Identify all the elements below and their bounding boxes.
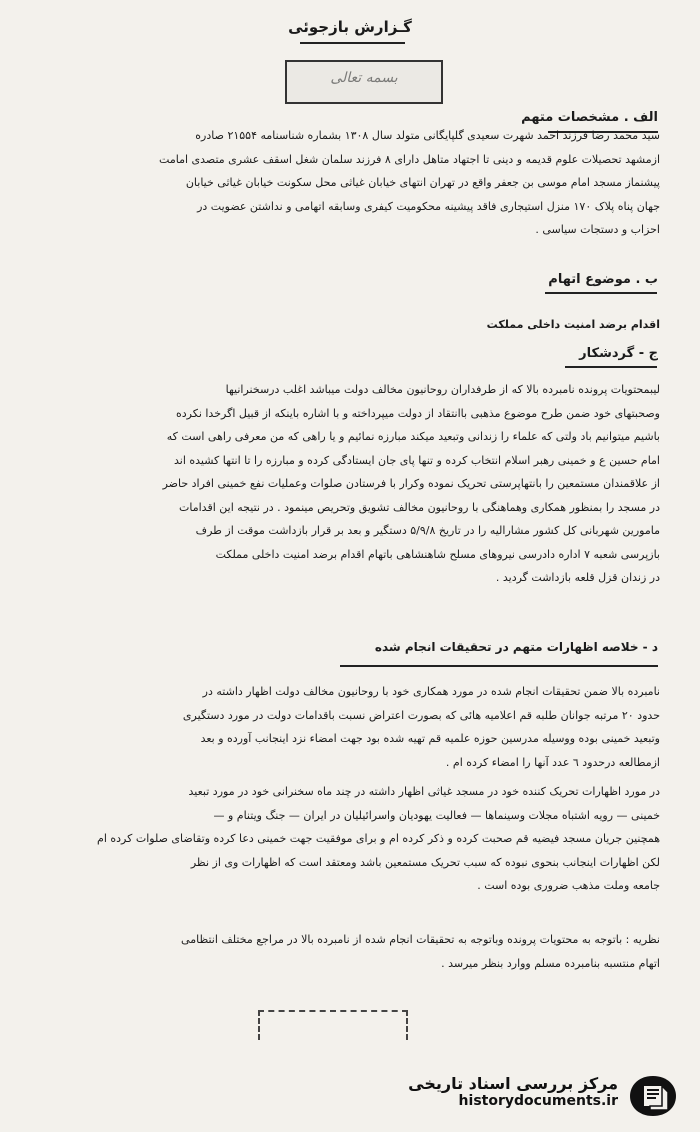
signature-box [258, 1010, 408, 1040]
section-c-line: وصحبتهای خود ضمن طرح موضوع مذهبی باانتقاد از دولت میپرداخته و با اشاره باینکه از قبیل اگرخدا نکرده [176, 406, 660, 420]
section-a-line: جهان پناه پلاک ۱۷۰ منزل استیجاری فاقد پیشینه محکومیت کیفری وسابقه اتهامی و نداشتن عضویت در [197, 199, 660, 213]
section-a-line: ازمشهد تحصیلات علوم قدیمه و دینی تا اجتهاد متاهل دارای ۸ فرزند سلمان شغل اسقف عشری متصدی امامت [159, 152, 660, 166]
opinion-line: نظریه : باتوجه به محتویات پرونده وباتوجه به تحقیقات انجام شده از نامبرده بالا در مراجع مختلف انتظامی [181, 933, 660, 946]
section-d-line: ازمطالعه درحدود ٦ عدد آنها را امضاء کرده ام . [445, 755, 660, 769]
section-c-line: امام حسین ع و خمینی رهبر اسلام انتخاب کرده و تنها پای جان ایستادگی کرده و مبارزه را تا انتها کشیده اند [174, 453, 660, 467]
section-a-line: احزاب و دستجات سیاسی . [535, 223, 660, 236]
section-a-body [34, 118, 660, 242]
section-d-line: خمینی — رویه اشتباه مجلات وسینماها — فعالیت یهودیان واسرائیلیان در ایران — جنگ ویتنام و — [213, 808, 660, 822]
section-d-heading: د - خلاصه اظهارات متهم در تحقیقات انجام شده [374, 640, 658, 654]
title-underline [300, 42, 405, 44]
section-c-line: مامورین شهربانی کل کشور مشارالیه را در تاریخ ۵/۹/۸ دستگیر و بعد بر قرار بازداشت موقت از طرف [195, 524, 660, 537]
section-c-line: از علاقمندان مستمعین را بانتهاپرستی تحریک نموده وکرار با فرستادن صلوات وعملیات نفع خمینی افراد حاضر [162, 477, 660, 490]
section-d-line: حدود ۲۰ مرتبه جوانان طلبه قم اعلامیه هائی که بصورت اعتراض نسبت باقدامات دولت در مورد دستگیری [182, 708, 660, 722]
watermark-text [408, 1074, 618, 1109]
section-a-line: پیشنماز مسجد امام موسی بن جعفر واقع در تهران انتهای خیابان غیاثی محل سکونت خیابان غیاثی خیابان [185, 176, 660, 189]
section-c-line: در زندان قزل قلعه بازداشت گردید . [495, 571, 660, 584]
section-b-underline [545, 292, 657, 294]
section-d-line: در مورد اظهارات تحریک کننده خود در مسجد غیاثی اظهار داشته در چند ماه سخنرانی خود در مورد تبعید [188, 785, 660, 798]
section-b-line: اقدام برضد امنیت داخلی مملکت [486, 318, 660, 331]
section-a-heading: الف . مشخصات متهم [521, 110, 658, 125]
section-c-body [34, 378, 660, 590]
section-a-line: سید محمد رضا فرزند احمد شهرت سعیدی گلپایگانی متولد سال ۱۳۰۸ بشماره شناسنامه ۲۱۵۵۴ صادره [195, 129, 660, 142]
stamp-text: بسمه تعالی [330, 70, 398, 86]
section-d-line: لکن اظهارات اینجانب بنحوی نبوده که سبب تحریک مستمعین باشد ومعتقد است که اظهارات وی از نظر [190, 855, 660, 869]
section-d-underline [340, 665, 658, 667]
section-c-line: لیبمحتویات پرونده نامبرده بالا که از طرفداران روحانیون مخالف دولت میباشد اغلب درسخنرانیها [225, 383, 660, 396]
section-d-line: همچنین جریان مسجد فیضیه قم صحبت کرده و ذکر کرده ام و برای موفقیت جهت خمینی دعا کرده وتقاضای صلوات کرده ام [97, 832, 660, 845]
section-b-heading: ب . موضوع اتهام [548, 272, 658, 287]
opinion-line: اتهام منتسبه بنامبرده مسلم ووارد بنظر میرسد . [441, 956, 660, 970]
section-c-line: در مسجد را بمنظور همکاری وهماهنگی با روحانیون مخالف تشویق وتحریص مینمود . در نتیجه این اقدامات [179, 500, 660, 514]
section-c-underline [565, 366, 657, 368]
watermark-url: historydocuments.ir [458, 1093, 618, 1109]
section-b-body [34, 313, 660, 337]
watermark-logo [390, 1072, 680, 1120]
watermark-name: مرکز بررسی اسناد تاریخی [408, 1074, 618, 1093]
section-c-line: باشیم میتوانیم باد ولتی که علماء را زندانی وتبعید میکند مبارزه نمائیم و یا راهی که من معرفی راهی است که [166, 430, 660, 443]
section-d-line: نامبرده بالا ضمن تحقیقات انجام شده در مورد همکاری خود با روحانیون مخالف دولت اظهار داشته در [202, 685, 660, 698]
section-c-line: بازپرسی شعبه ۷ اداره دادرسی نیروهای مسلح شاهنشاهی باتهام اقدام برضد امنیت داخلی مملکت [215, 547, 660, 561]
section-d-line: جامعه وملت مذهب ضروری بوده است . [477, 879, 660, 892]
stamp-box [285, 60, 443, 104]
document-title: گـزارش بازجوئی [288, 18, 412, 36]
section-d-line: وتبعید خمینی بوده ووسیله مدرسین حوزه علمیه قم تهیه شده بود جهت امضاء نزد اینجانب آورده و بعد [200, 732, 660, 745]
section-c-heading: ج - گردشکار [579, 346, 658, 361]
document-archive-logo-icon [626, 1072, 680, 1120]
section-d-body [34, 680, 660, 898]
opinion-body [34, 928, 660, 975]
